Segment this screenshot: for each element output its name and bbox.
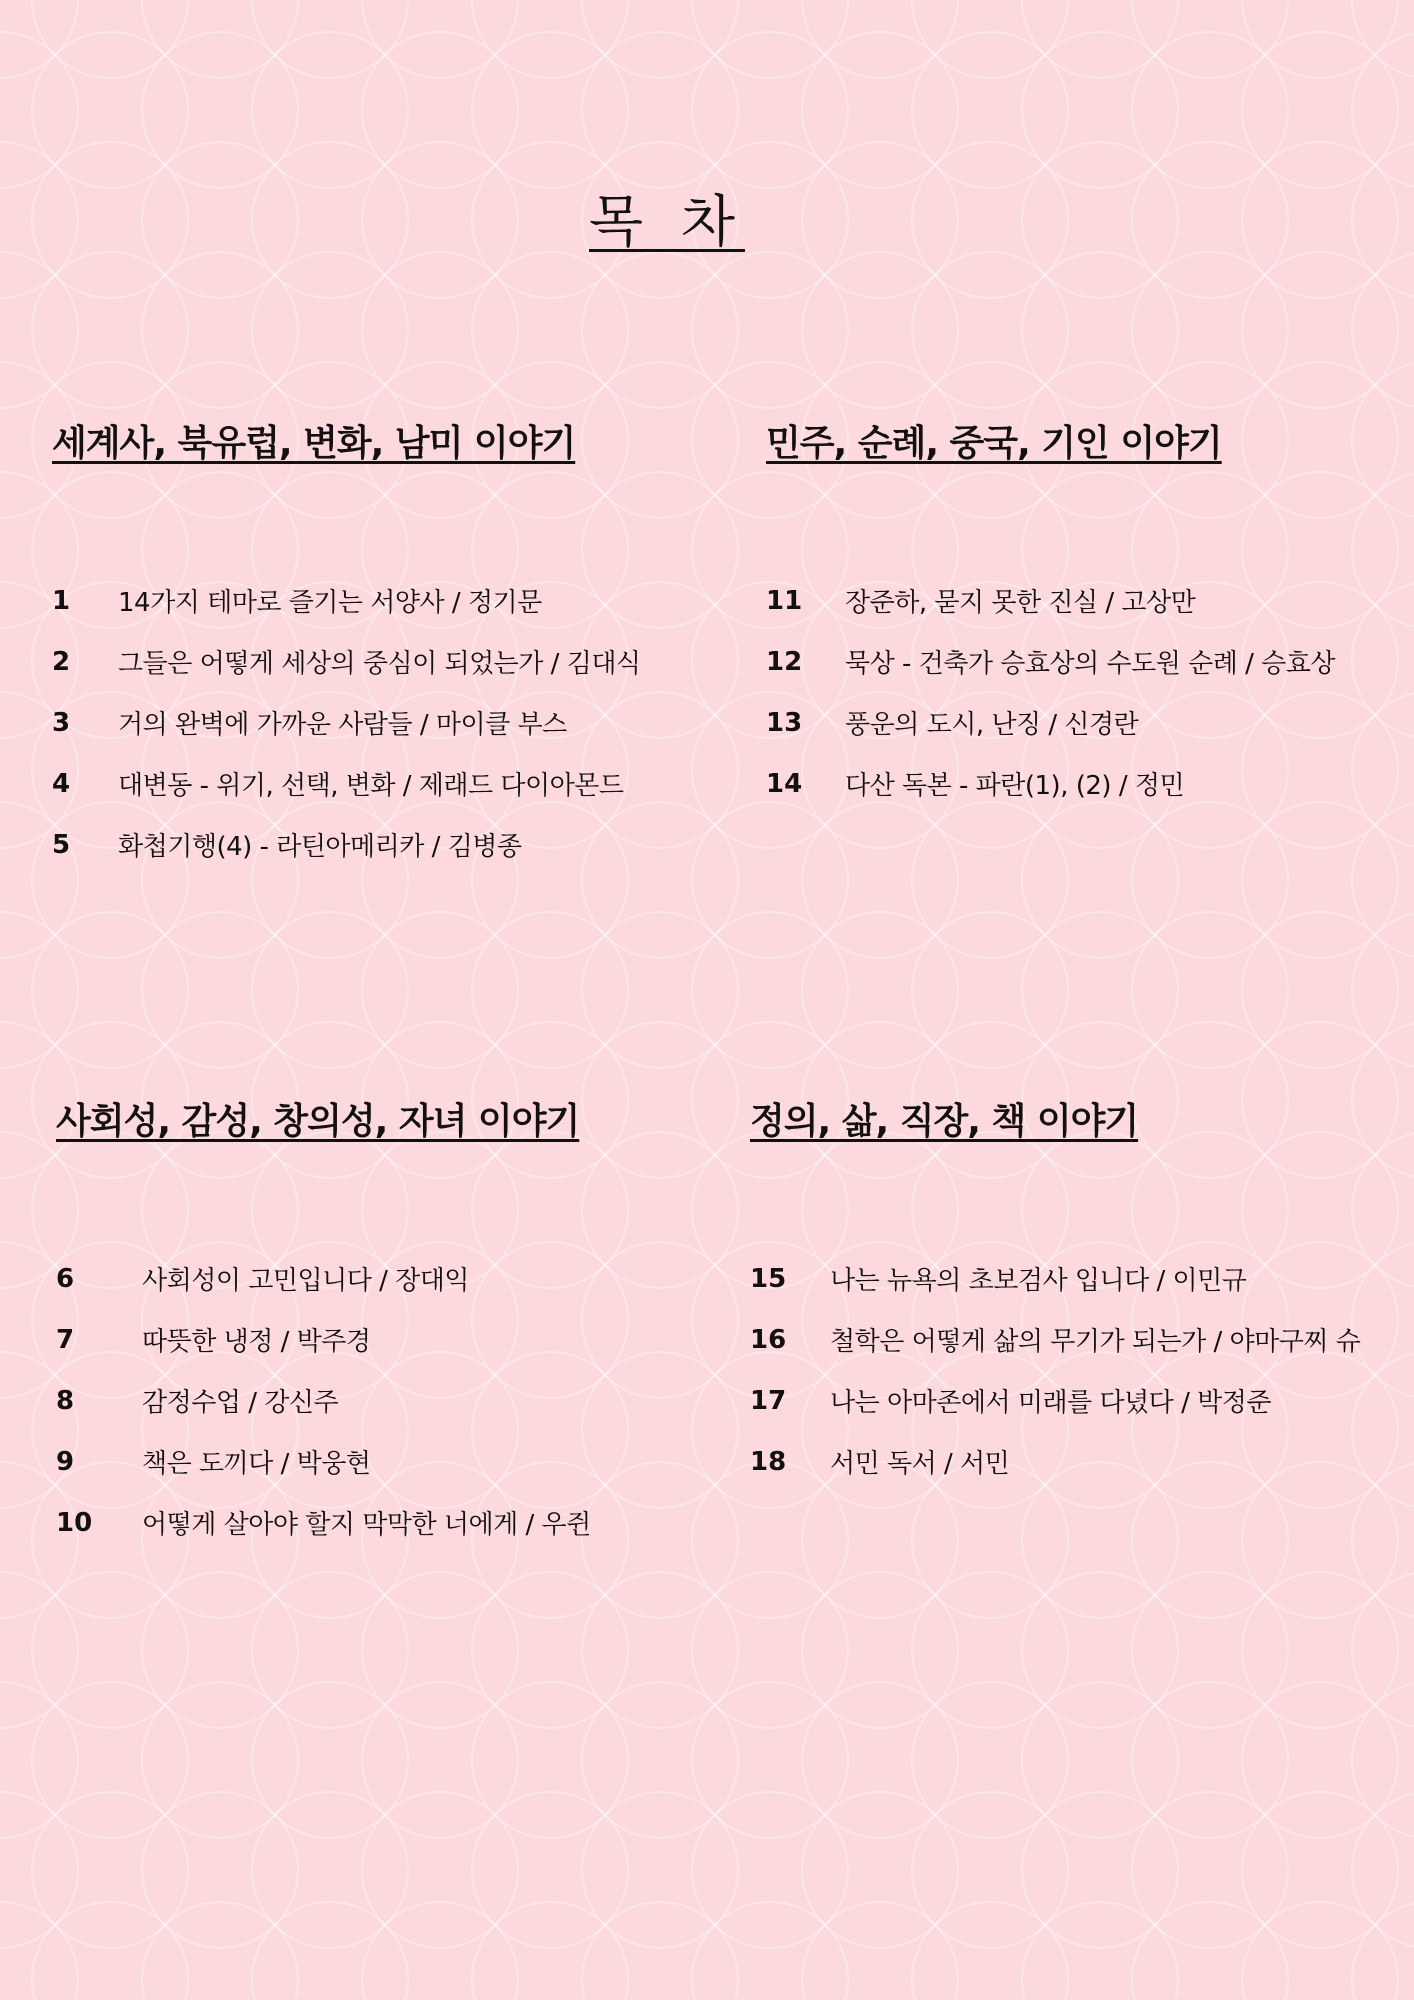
toc-item-title: 나는 뉴욕의 초보검사 입니다 / 이민규: [830, 1266, 1247, 1296]
toc-item-title: 나는 아마존에서 미래를 다녔다 / 박정준: [830, 1388, 1271, 1418]
toc-list: [750, 1260, 1361, 1504]
toc-item-number: 13: [766, 708, 803, 738]
toc-item: [52, 826, 575, 887]
toc-item-title: 감정수업 / 강신주: [142, 1388, 339, 1418]
toc-item-title: 풍운의 도시, 난징 / 신경란: [845, 710, 1139, 740]
toc-item-title: 다산 독본 - 파란(1), (2) / 정민: [845, 771, 1185, 801]
toc-item-title: 거의 완벽에 가까운 사람들 / 마이클 부스: [118, 710, 567, 740]
toc-item-number: 17: [750, 1386, 787, 1416]
toc-item-number: 15: [750, 1264, 787, 1294]
toc-item-number: 2: [52, 647, 71, 677]
toc-item: [52, 765, 624, 826]
toc-item-number: 1: [52, 586, 71, 616]
toc-item-number: 3: [52, 708, 71, 738]
toc-item: [52, 582, 575, 643]
toc-item: [766, 765, 1222, 826]
toc-item-title: 사회성이 고민입니다 / 장대익: [142, 1266, 469, 1296]
toc-item-title: 책은 도끼다 / 박웅현: [142, 1449, 371, 1479]
toc-item: [56, 1260, 579, 1321]
toc-item-title: 철학은 어떻게 삶의 무기가 되는가 / 야마구찌 슈: [830, 1327, 1361, 1357]
toc-item-number: 4: [52, 769, 71, 799]
toc-item-number: 16: [750, 1325, 787, 1355]
toc-item: [766, 643, 1335, 704]
section-heading: 세계사, 북유럽, 변화, 남미 이야기: [52, 423, 576, 464]
toc-item: [750, 1321, 1361, 1382]
toc-item-number: 10: [56, 1508, 93, 1538]
toc-item-title: 대변동 - 위기, 선택, 변화 / 제래드 다이아몬드: [118, 771, 624, 801]
toc-item-number: 14: [766, 769, 803, 799]
toc-item: [766, 704, 1222, 765]
toc-item: [750, 1443, 1138, 1504]
toc-list: [766, 582, 1335, 826]
toc-section-4: [750, 1093, 1361, 1504]
toc-item: [56, 1321, 579, 1382]
toc-item: [56, 1382, 579, 1443]
page-title: 목 차: [589, 189, 745, 255]
toc-item-title: 14가지 테마로 즐기는 서양사 / 정기문: [118, 588, 542, 618]
toc-section-1: [52, 415, 641, 887]
toc-item: [56, 1504, 591, 1565]
toc-item-title: 어떻게 살아야 할지 막막한 너에게 / 우쥔: [142, 1510, 591, 1540]
toc-item-number: 18: [750, 1447, 787, 1477]
toc-item-number: 9: [56, 1447, 75, 1477]
section-heading: 사회성, 감성, 창의성, 자녀 이야기: [56, 1101, 580, 1142]
toc-item: [750, 1260, 1247, 1321]
toc-section-2: [766, 415, 1335, 826]
section-heading: 정의, 삶, 직장, 책 이야기: [750, 1101, 1139, 1142]
toc-item-title: 화첩기행(4) - 라틴아메리카 / 김병종: [118, 832, 522, 862]
toc-item: [750, 1382, 1271, 1443]
toc-item-number: 12: [766, 647, 803, 677]
section-heading: 민주, 순례, 중국, 기인 이야기: [766, 423, 1222, 464]
toc-item: [766, 582, 1222, 643]
toc-item-number: 5: [52, 830, 71, 860]
toc-item-number: 6: [56, 1264, 75, 1294]
toc-item: [52, 704, 575, 765]
toc-section-3: [56, 1093, 591, 1565]
toc-item-number: 11: [766, 586, 803, 616]
toc-item-title: 서민 독서 / 서민: [830, 1449, 1010, 1479]
toc-item: [52, 643, 641, 704]
toc-item: [56, 1443, 579, 1504]
toc-item-number: 7: [56, 1325, 75, 1355]
toc-item-title: 장준하, 묻지 못한 진실 / 고상만: [845, 588, 1196, 618]
toc-list: [52, 582, 641, 887]
toc-list: [56, 1260, 591, 1565]
toc-item-title: 그들은 어떻게 세상의 중심이 되었는가 / 김대식: [118, 649, 641, 679]
toc-item-title: 따뜻한 냉정 / 박주경: [142, 1327, 371, 1357]
toc-item-number: 8: [56, 1386, 75, 1416]
toc-item-title: 묵상 - 건축가 승효상의 수도원 순례 / 승효상: [845, 649, 1335, 679]
